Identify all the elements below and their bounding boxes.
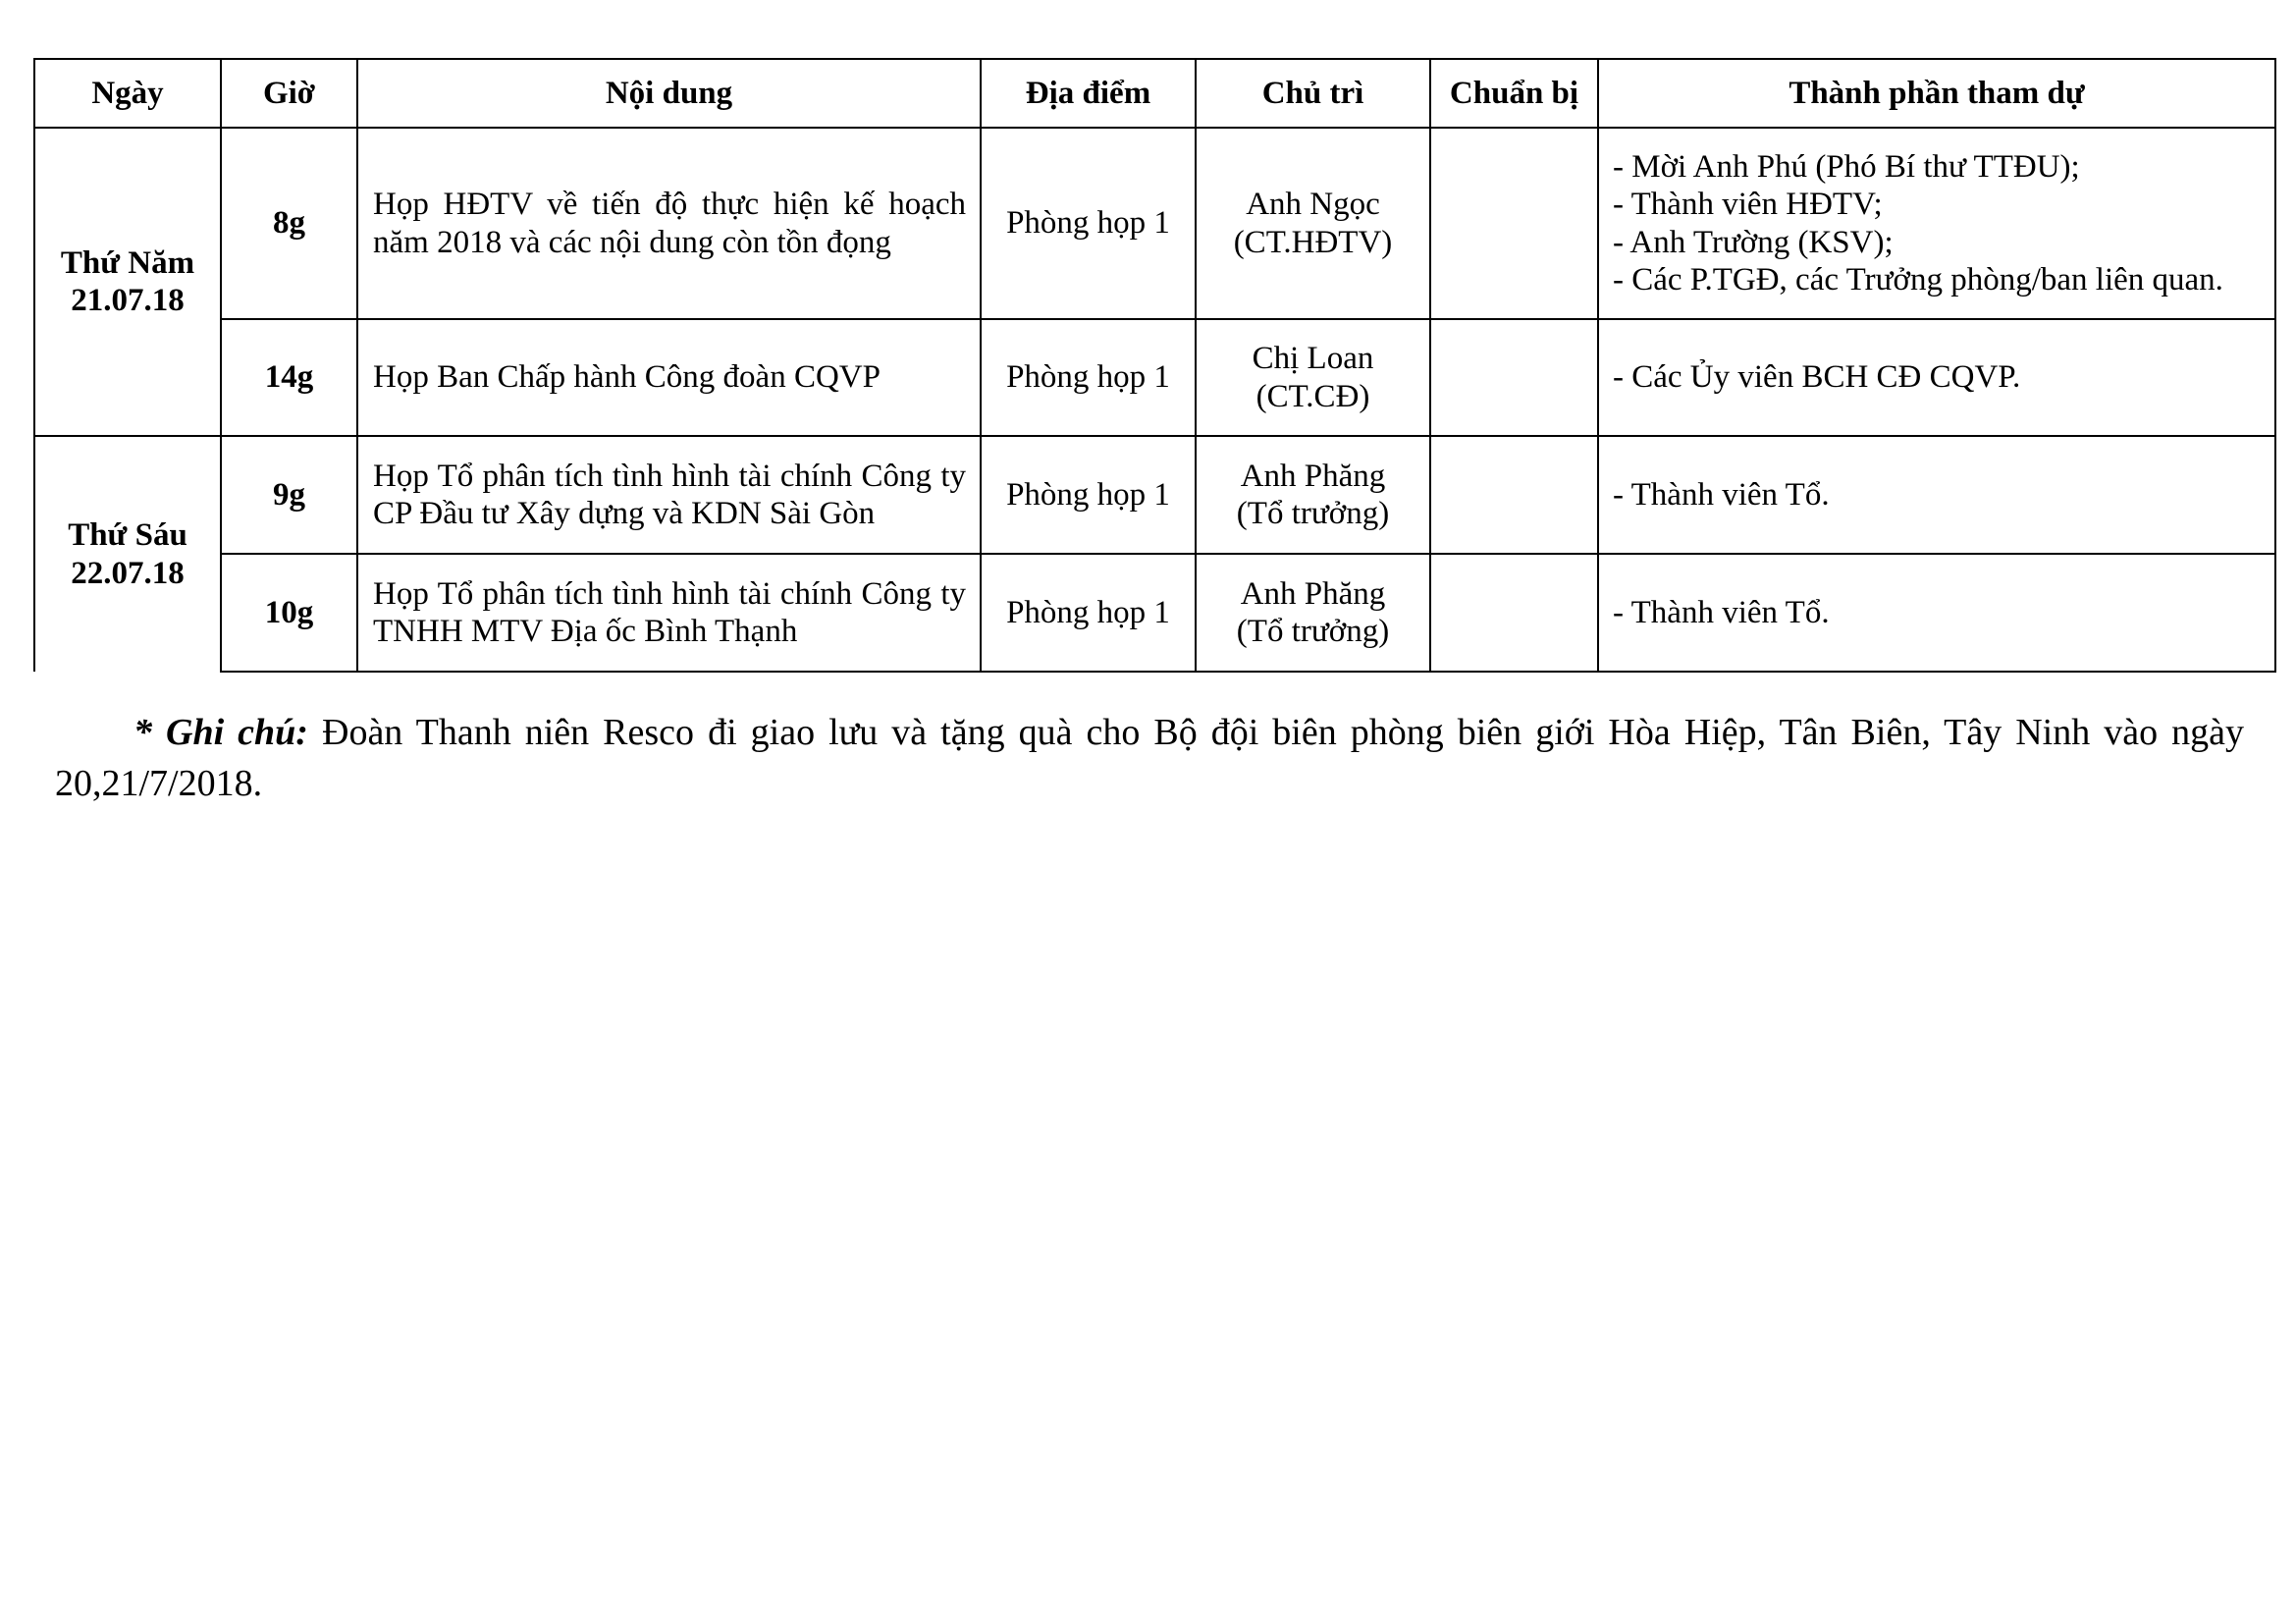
host-title: (Tổ trưởng) xyxy=(1236,614,1390,649)
attendee-line: - Các P.TGĐ, các Trưởng phòng/ban liên quan. xyxy=(1613,261,2223,298)
attendees-cell xyxy=(1598,554,2275,672)
attendee-line: - Thành viên HĐTV; xyxy=(1613,187,1883,223)
attendee-line: - Anh Trường (KSV); xyxy=(1613,224,1894,260)
header-preparation: Chuẩn bị xyxy=(1430,59,1598,128)
time-cell: 9g xyxy=(221,436,357,554)
table-row xyxy=(34,128,2275,319)
schedule-table xyxy=(33,58,2276,673)
time-cell: 8g xyxy=(221,128,357,319)
preparation-cell xyxy=(1430,554,1598,672)
note-label: * Ghi chú: xyxy=(133,712,308,753)
preparation-cell xyxy=(1430,436,1598,554)
header-place: Địa điểm xyxy=(981,59,1196,128)
attendee-line: - Thành viên Tổ. xyxy=(1613,476,1830,513)
day-date: 21.07.18 xyxy=(71,283,185,318)
day-cell xyxy=(34,128,221,436)
attendees-cell xyxy=(1598,319,2275,436)
host-cell xyxy=(1196,319,1430,436)
header-content: Nội dung xyxy=(357,59,981,128)
host-cell xyxy=(1196,128,1430,319)
day-date: 22.07.18 xyxy=(71,555,185,591)
time-cell: 14g xyxy=(221,319,357,436)
header-time: Giờ xyxy=(221,59,357,128)
header-host: Chủ trì xyxy=(1196,59,1430,128)
preparation-cell xyxy=(1430,319,1598,436)
header-attendees: Thành phần tham dự xyxy=(1598,59,2275,128)
day-weekday: Thứ Sáu xyxy=(68,517,187,554)
preparation-cell xyxy=(1430,128,1598,319)
note-paragraph xyxy=(55,707,2244,809)
day-cell xyxy=(34,436,221,672)
place-cell: Phòng họp 1 xyxy=(981,554,1196,672)
table-row xyxy=(34,319,2275,436)
attendees-cell xyxy=(1598,128,2275,319)
table-row xyxy=(34,436,2275,554)
host-name: Anh Phăng xyxy=(1240,458,1386,494)
header-row xyxy=(34,59,2275,128)
content-cell: Họp Tổ phân tích tình hình tài chính Công ty CP Đầu tư Xây dựng và KDN Sài Gòn xyxy=(357,436,981,554)
place-cell: Phòng họp 1 xyxy=(981,436,1196,554)
host-name: Anh Ngọc xyxy=(1246,187,1380,223)
content-cell: Họp HĐTV về tiến độ thực hiện kế hoạch năm 2018 và các nội dung còn tồn đọng xyxy=(357,128,981,319)
place-cell: Phòng họp 1 xyxy=(981,319,1196,436)
place-cell: Phòng họp 1 xyxy=(981,128,1196,319)
day-weekday: Thứ Năm xyxy=(60,244,195,281)
header-day: Ngày xyxy=(34,59,221,128)
attendee-line: - Thành viên Tổ. xyxy=(1613,594,1830,630)
host-cell xyxy=(1196,554,1430,672)
table-row xyxy=(34,554,2275,672)
host-title: (CT.HĐTV) xyxy=(1233,224,1393,260)
host-cell xyxy=(1196,436,1430,554)
content-cell: Họp Ban Chấp hành Công đoàn CQVP xyxy=(357,319,981,436)
attendees-cell xyxy=(1598,436,2275,554)
time-cell: 10g xyxy=(221,554,357,672)
host-name: Chị Loan xyxy=(1252,341,1374,377)
attendee-line: - Các Ủy viên BCH CĐ CQVP. xyxy=(1613,359,2021,396)
host-name: Anh Phăng xyxy=(1240,575,1386,612)
host-title: (CT.CĐ) xyxy=(1255,378,1370,414)
content-cell: Họp Tổ phân tích tình hình tài chính Công ty TNHH MTV Địa ốc Bình Thạnh xyxy=(357,554,981,672)
note-text: Đoàn Thanh niên Resco đi giao lưu và tặng quà cho Bộ đội biên phòng biên giới Hòa Hiệp, Tân Biên, Tây Ninh vào ngày 20,21/7/2018. xyxy=(55,712,2245,804)
host-title: (Tổ trưởng) xyxy=(1236,496,1390,531)
attendee-line: - Mời Anh Phú (Phó Bí thư TTĐU); xyxy=(1613,148,2080,185)
